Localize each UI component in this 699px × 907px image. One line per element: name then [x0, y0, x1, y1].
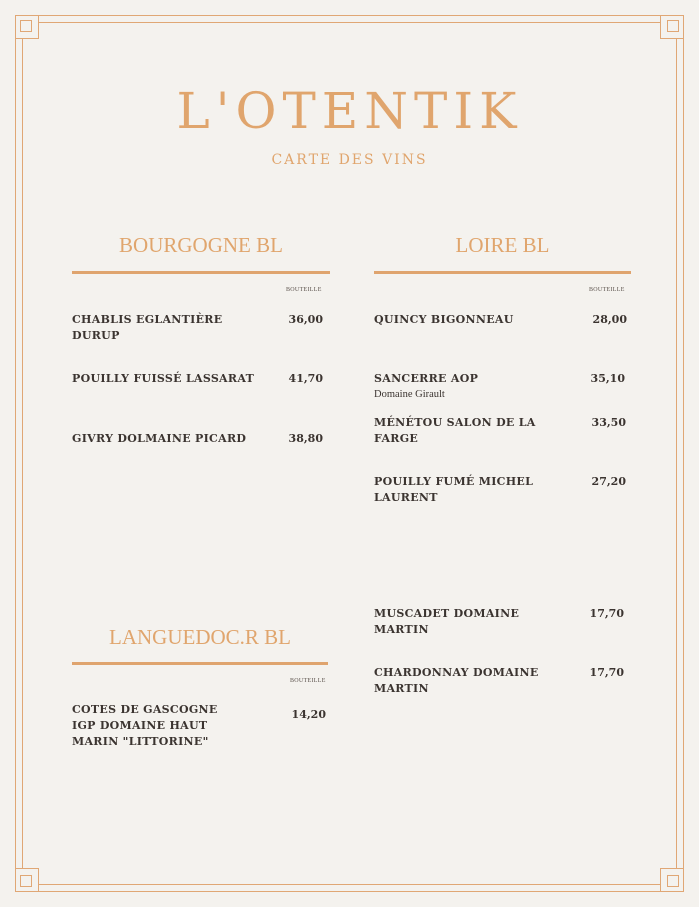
wine-price: 38,80 [288, 432, 323, 445]
section-title-bourgogne: BOURGOGNE BL [119, 233, 283, 257]
wine-name: CHABLIS EGLANTIÈRE DURUP [72, 313, 223, 342]
column-header-bottle: BOUTEILLE [286, 287, 322, 293]
column-header-bottle: BOUTEILLE [589, 287, 625, 293]
corner-ornament-bottom-right [660, 868, 684, 892]
wine-name: CHARDONNAY DOMAINE MARTIN [374, 666, 539, 695]
wine-price: 35,10 [590, 372, 625, 385]
section-rule-loire [374, 271, 631, 274]
column-header-bottle: BOUTEILLE [290, 678, 326, 684]
wine-price: 41,70 [288, 372, 323, 385]
outer-border [15, 15, 684, 892]
menu-subtitle: CARTE DES VINS [271, 152, 428, 168]
wine-price: 17,70 [589, 607, 624, 620]
wine-name: MUSCADET DOMAINE MARTIN [374, 607, 520, 636]
wine-price: 17,70 [589, 666, 624, 679]
wine-producer: Domaine Girault [374, 389, 445, 400]
section-rule-languedoc [72, 662, 328, 665]
wine-name [374, 371, 559, 403]
wine-price: 14,20 [291, 708, 326, 721]
wine-price: 27,20 [591, 475, 626, 488]
restaurant-name: L'OTENTIK [176, 82, 523, 140]
wine-name: QUINCY BIGONNEAU [374, 313, 514, 326]
wine-name: POUILLY FUMÉ MICHEL LAURENT [374, 475, 534, 504]
wine-price: 36,00 [288, 313, 323, 326]
section-title-loire: LOIRE BL [455, 233, 550, 257]
corner-ornament-bottom-left [15, 868, 39, 892]
corner-ornament-top-left [15, 15, 39, 39]
wine-name: COTES DE GASCOGNE IGP DOMAINE HAUT MARIN "LITTORINE" [72, 703, 218, 748]
wine-name: GIVRY DOLMAINE PICARD [72, 432, 247, 445]
wine-name: POUILLY FUISSÉ LASSARAT [72, 372, 255, 385]
wine-name: MÉNÉTOU SALON DE LA FARGE [374, 416, 536, 445]
section-rule-bourgogne [72, 271, 330, 274]
wine-name-text: SANCERRE AOP [374, 372, 479, 385]
wine-price: 28,00 [592, 313, 627, 326]
wine-price: 33,50 [591, 416, 626, 429]
corner-ornament-top-right [660, 15, 684, 39]
section-title-languedoc: LANGUEDOC.R BL [109, 625, 291, 649]
